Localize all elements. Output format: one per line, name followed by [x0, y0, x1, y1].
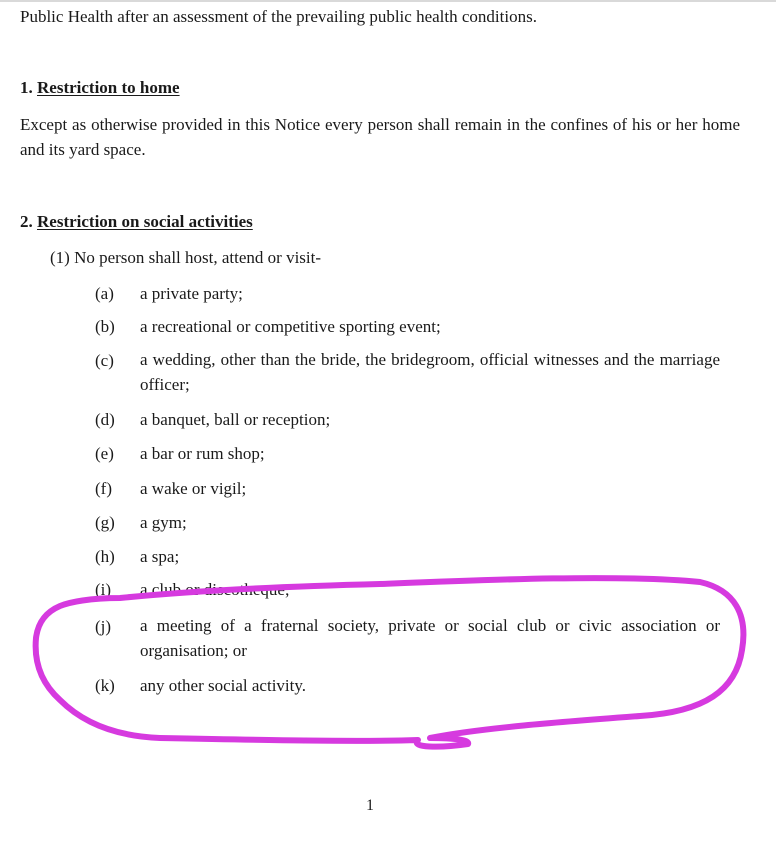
- section-1-body: Except as otherwise provided in this Notice every person shall remain in the confines of his or her home and its yard space.: [20, 115, 740, 159]
- item-text: a bar or rum shop;: [140, 444, 265, 463]
- item-letter: (c): [95, 351, 114, 370]
- item-text: a club or discotheque;: [140, 580, 290, 599]
- item-text: a banquet, ball or reception;: [140, 410, 331, 429]
- item-letter: (d): [95, 410, 115, 429]
- item-text: a gym;: [140, 513, 187, 532]
- item-text: a private party;: [140, 284, 243, 303]
- item-letter: (h): [95, 547, 115, 566]
- page-number: 1: [366, 797, 374, 814]
- section-2-number: 2.: [20, 212, 33, 231]
- section-1-number: 1.: [20, 78, 33, 97]
- page-top-edge: [0, 0, 776, 2]
- item-text: a recreational or competitive sporting event;: [140, 317, 441, 336]
- item-letter: (f): [95, 479, 112, 498]
- section-2-title: Restriction on social activities: [37, 212, 253, 231]
- subclause-1: (1) No person shall host, attend or visit-: [50, 248, 322, 267]
- item-text: a wedding, other than the bride, the bridegroom, official witnesses and the marriage officer;: [140, 350, 720, 394]
- intro-line: Public Health after an assessment of the prevailing public health conditions.: [20, 7, 537, 26]
- item-letter: (a): [95, 284, 114, 303]
- item-text: a meeting of a fraternal society, private or social club or civic association or organisation; or: [140, 616, 720, 660]
- item-letter: (k): [95, 676, 115, 695]
- item-letter: (e): [95, 444, 114, 463]
- item-letter: (i): [95, 580, 112, 599]
- item-text: any other social activity.: [140, 676, 307, 695]
- item-text: a wake or vigil;: [140, 479, 247, 498]
- section-1-title: Restriction to home: [37, 78, 180, 97]
- section-2-heading: [20, 211, 253, 233]
- item-letter: (j): [95, 617, 112, 636]
- item-letter: (g): [95, 513, 115, 532]
- section-1-heading: [20, 77, 180, 99]
- item-text: a spa;: [140, 547, 180, 566]
- item-letter: (b): [95, 317, 115, 336]
